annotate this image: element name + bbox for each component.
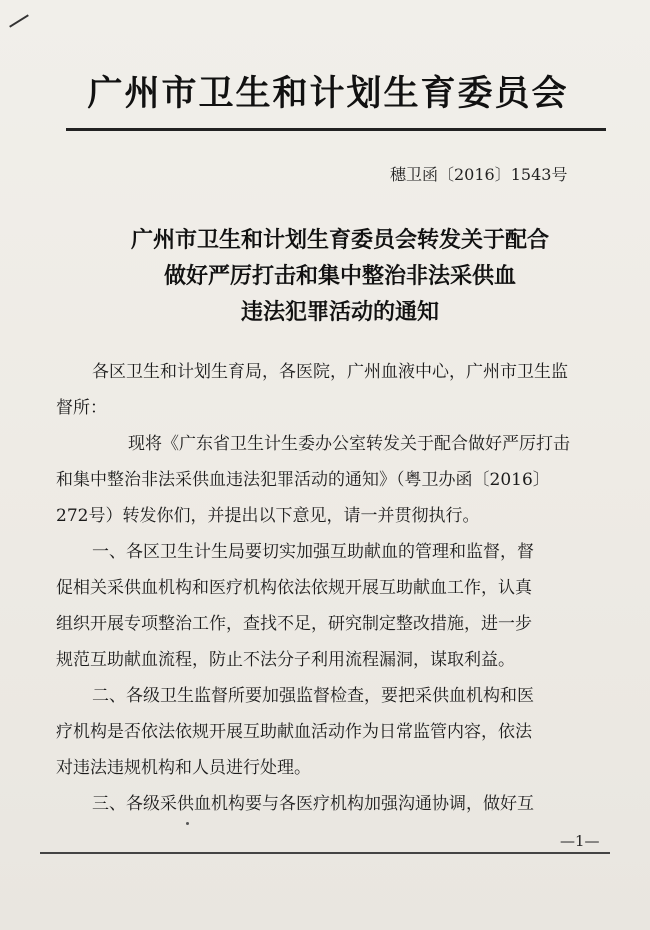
point-one-line: 组织开展专项整治工作，查找不足，研究制定整改措施，进一步 xyxy=(56,614,532,634)
footer-rule xyxy=(40,852,610,854)
notice-title-line: 做好严厉打击和集中整治非法采供血 xyxy=(163,263,516,289)
page-number: —1— xyxy=(560,832,600,850)
intro-line: 现将《广东省卫生计生委办公室转发关于配合做好严厉打击 xyxy=(128,434,570,454)
notice-title-line: 广州市卫生和计划生育委员会转发关于配合 xyxy=(130,227,549,253)
notice-body xyxy=(56,354,592,822)
point-one-paragraph xyxy=(56,534,592,678)
notice-title xyxy=(100,222,580,330)
scan-speck xyxy=(186,822,189,825)
corner-mark xyxy=(9,14,29,27)
point-two-line: 二、各级卫生监督所要加强监督检查，要把采供血机构和医 xyxy=(92,686,534,706)
point-one-line: 促相关采供血机构和医疗机构依法依规开展互助献血工作，认真 xyxy=(56,578,532,598)
document-number: 穗卫函〔2016〕1543号 xyxy=(390,165,568,184)
intro-line: 272号）转发你们，并提出以下意见，请一并贯彻执行。 xyxy=(56,506,480,526)
point-three-line: 三、各级采供血机构要与各医疗机构加强沟通协调，做好互 xyxy=(92,794,534,814)
addressee-line: 各区卫生和计划生育局，各医院，广州血液中心，广州市卫生监 xyxy=(92,362,568,382)
intro-line: 和集中整治非法采供血违法犯罪活动的通知》（粤卫办函〔2016〕 xyxy=(56,470,550,490)
intro-paragraph xyxy=(56,426,592,534)
point-three-paragraph xyxy=(92,786,592,822)
addressee-paragraph xyxy=(56,354,592,426)
point-two-paragraph xyxy=(56,678,592,786)
point-one-line: 一、各区卫生计生局要切实加强互助献血的管理和监督，督 xyxy=(92,542,534,562)
point-one-line: 规范互助献血流程，防止不法分子利用流程漏洞，谋取利益。 xyxy=(56,650,515,670)
point-two-line: 疗机构是否依法依规开展互助献血活动作为日常监管内容，依法 xyxy=(56,722,532,742)
letterhead-rule xyxy=(66,128,606,131)
addressee-line: 督所： xyxy=(56,398,107,418)
point-two-line: 对违法违规机构和人员进行处理。 xyxy=(56,758,311,778)
notice-title-line: 违法犯罪活动的通知 xyxy=(240,299,439,325)
letterhead-title: 广州市卫生和计划生育委员会 xyxy=(87,73,569,114)
